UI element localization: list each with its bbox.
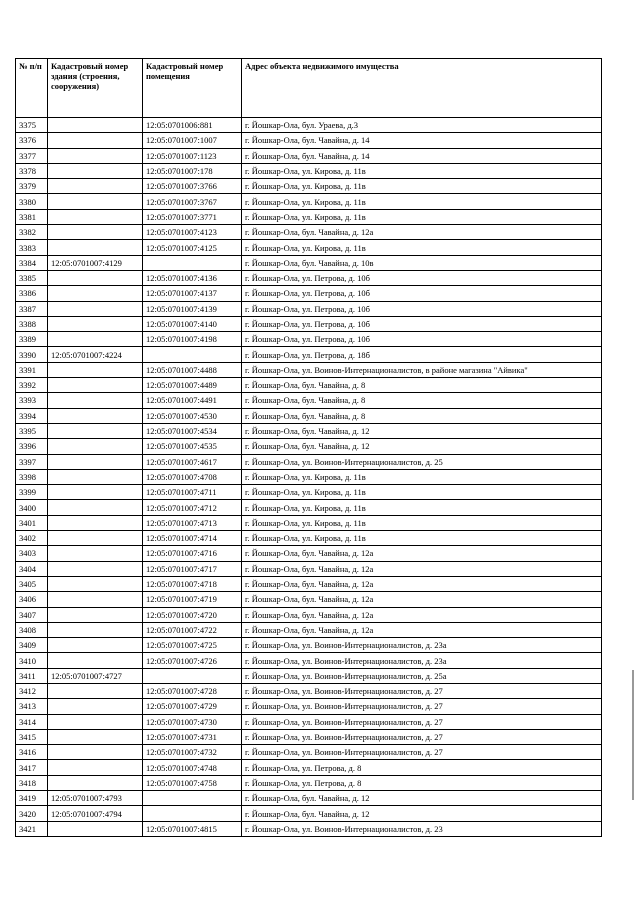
address-cell: г. Йошкар-Ола, бул. Ураева, д.3	[242, 118, 602, 133]
premises-cadastral-cell	[143, 668, 242, 683]
premises-cadastral-cell: 12:05:0701007:178	[143, 163, 242, 178]
building-cadastral-cell	[48, 316, 143, 331]
building-cadastral-cell	[48, 423, 143, 438]
address-cell: г. Йошкар-Ола, бул. Чавайна, д. 12а	[242, 225, 602, 240]
building-cadastral-cell	[48, 653, 143, 668]
building-cadastral-cell	[48, 760, 143, 775]
row-number-cell: 3418	[16, 775, 48, 790]
table-header	[16, 59, 602, 118]
premises-cadastral-cell: 12:05:0701007:4535	[143, 439, 242, 454]
address-cell: г. Йошкар-Ола, ул. Воинов-Интернационалистов, д. 25	[242, 454, 602, 469]
building-cadastral-cell	[48, 286, 143, 301]
premises-cadastral-cell: 12:05:0701007:4713	[143, 515, 242, 530]
address-cell: г. Йошкар-Ола, бул. Чавайна, д. 12	[242, 439, 602, 454]
header-address: Адрес объекта недвижимого имущества	[242, 59, 602, 118]
building-cadastral-cell	[48, 194, 143, 209]
address-cell: г. Йошкар-Ола, бул. Чавайна, д. 14	[242, 133, 602, 148]
address-cell: г. Йошкар-Ола, ул. Петрова, д. 10б	[242, 332, 602, 347]
building-cadastral-cell	[48, 332, 143, 347]
building-cadastral-cell: 12:05:0701007:4794	[48, 806, 143, 821]
table-row	[16, 745, 602, 760]
table-row	[16, 148, 602, 163]
row-number-cell: 3398	[16, 469, 48, 484]
address-cell: г. Йошкар-Ола, ул. Воинов-Интернационалистов, д. 27	[242, 714, 602, 729]
premises-cadastral-cell: 12:05:0701007:4530	[143, 408, 242, 423]
building-cadastral-cell	[48, 515, 143, 530]
building-cadastral-cell: 12:05:0701007:4129	[48, 255, 143, 270]
premises-cadastral-cell: 12:05:0701007:4714	[143, 531, 242, 546]
building-cadastral-cell: 12:05:0701007:4224	[48, 347, 143, 362]
premises-cadastral-cell: 12:05:0701007:4719	[143, 592, 242, 607]
premises-cadastral-cell: 12:05:0701007:4140	[143, 316, 242, 331]
premises-cadastral-cell: 12:05:0701007:4139	[143, 301, 242, 316]
row-number-cell: 3390	[16, 347, 48, 362]
header-row	[16, 59, 602, 118]
table-row	[16, 546, 602, 561]
premises-cadastral-cell	[143, 791, 242, 806]
building-cadastral-cell	[48, 301, 143, 316]
address-cell: г. Йошкар-Ола, ул. Кирова, д. 11в	[242, 485, 602, 500]
table-row	[16, 561, 602, 576]
building-cadastral-cell	[48, 592, 143, 607]
premises-cadastral-cell: 12:05:0701007:4726	[143, 653, 242, 668]
premises-cadastral-cell: 12:05:0701007:4198	[143, 332, 242, 347]
premises-cadastral-cell: 12:05:0701007:4716	[143, 546, 242, 561]
building-cadastral-cell	[48, 163, 143, 178]
row-number-cell: 3388	[16, 316, 48, 331]
address-cell: г. Йошкар-Ола, ул. Петрова, д. 8	[242, 775, 602, 790]
table-row	[16, 760, 602, 775]
building-cadastral-cell: 12:05:0701007:4793	[48, 791, 143, 806]
premises-cadastral-cell	[143, 347, 242, 362]
building-cadastral-cell	[48, 118, 143, 133]
table-row	[16, 393, 602, 408]
row-number-cell: 3382	[16, 225, 48, 240]
row-number-cell: 3392	[16, 378, 48, 393]
row-number-cell: 3401	[16, 515, 48, 530]
address-cell: г. Йошкар-Ола, ул. Воинов-Интернационалистов, д. 27	[242, 699, 602, 714]
building-cadastral-cell	[48, 469, 143, 484]
address-cell: г. Йошкар-Ола, бул. Чавайна, д. 12а	[242, 561, 602, 576]
building-cadastral-cell	[48, 745, 143, 760]
table-row	[16, 469, 602, 484]
building-cadastral-cell	[48, 714, 143, 729]
row-number-cell: 3383	[16, 240, 48, 255]
table-row	[16, 653, 602, 668]
building-cadastral-cell	[48, 699, 143, 714]
row-number-cell: 3379	[16, 179, 48, 194]
row-number-cell: 3407	[16, 607, 48, 622]
building-cadastral-cell: 12:05:0701007:4727	[48, 668, 143, 683]
table-row	[16, 775, 602, 790]
table-row	[16, 729, 602, 744]
premises-cadastral-cell: 12:05:0701007:4711	[143, 485, 242, 500]
row-number-cell: 3404	[16, 561, 48, 576]
premises-cadastral-cell: 12:05:0701007:4730	[143, 714, 242, 729]
premises-cadastral-cell: 12:05:0701007:4758	[143, 775, 242, 790]
building-cadastral-cell	[48, 622, 143, 637]
row-number-cell: 3416	[16, 745, 48, 760]
address-cell: г. Йошкар-Ола, бул. Чавайна, д. 8	[242, 393, 602, 408]
address-cell: г. Йошкар-Ола, ул. Петрова, д. 10б	[242, 270, 602, 285]
address-cell: г. Йошкар-Ола, ул. Воинов-Интернационалистов, д. 23а	[242, 653, 602, 668]
premises-cadastral-cell: 12:05:0701006:881	[143, 118, 242, 133]
address-cell: г. Йошкар-Ола, ул. Кирова, д. 11в	[242, 194, 602, 209]
table-row	[16, 821, 602, 836]
scan-edge-mark	[632, 670, 634, 800]
address-cell: г. Йошкар-Ола, бул. Чавайна, д. 12а	[242, 622, 602, 637]
row-number-cell: 3397	[16, 454, 48, 469]
table-row	[16, 362, 602, 377]
table-row	[16, 240, 602, 255]
row-number-cell: 3406	[16, 592, 48, 607]
row-number-cell: 3417	[16, 760, 48, 775]
header-premises-cadastral: Кадастровый номер помещения	[143, 59, 242, 118]
table-row	[16, 378, 602, 393]
premises-cadastral-cell	[143, 255, 242, 270]
row-number-cell: 3380	[16, 194, 48, 209]
row-number-cell: 3403	[16, 546, 48, 561]
premises-cadastral-cell: 12:05:0701007:4718	[143, 576, 242, 591]
row-number-cell: 3400	[16, 500, 48, 515]
address-cell: г. Йошкар-Ола, ул. Воинов-Интернационалистов, д. 27	[242, 745, 602, 760]
building-cadastral-cell	[48, 729, 143, 744]
building-cadastral-cell	[48, 209, 143, 224]
address-cell: г. Йошкар-Ола, бул. Чавайна, д. 12а	[242, 607, 602, 622]
address-cell: г. Йошкар-Ола, бул. Чавайна, д. 12	[242, 806, 602, 821]
row-number-cell: 3381	[16, 209, 48, 224]
property-register-table	[15, 58, 602, 837]
address-cell: г. Йошкар-Ола, ул. Кирова, д. 11в	[242, 531, 602, 546]
row-number-cell: 3396	[16, 439, 48, 454]
table-row	[16, 270, 602, 285]
row-number-cell: 3413	[16, 699, 48, 714]
table-row	[16, 332, 602, 347]
table-row	[16, 225, 602, 240]
building-cadastral-cell	[48, 408, 143, 423]
address-cell: г. Йошкар-Ола, ул. Воинов-Интернационалистов, д. 23а	[242, 638, 602, 653]
table-row	[16, 683, 602, 698]
premises-cadastral-cell: 12:05:0701007:4731	[143, 729, 242, 744]
address-cell: г. Йошкар-Ола, бул. Чавайна, д. 8	[242, 378, 602, 393]
row-number-cell: 3412	[16, 683, 48, 698]
address-cell: г. Йошкар-Ола, ул. Воинов-Интернационалистов, д. 27	[242, 729, 602, 744]
table-row	[16, 791, 602, 806]
row-number-cell: 3411	[16, 668, 48, 683]
premises-cadastral-cell: 12:05:0701007:4729	[143, 699, 242, 714]
address-cell: г. Йошкар-Ола, ул. Петрова, д. 10б	[242, 316, 602, 331]
address-cell: г. Йошкар-Ола, ул. Петрова, д. 10б	[242, 286, 602, 301]
row-number-cell: 3377	[16, 148, 48, 163]
address-cell: г. Йошкар-Ола, ул. Воинов-Интернационалистов, д. 25а	[242, 668, 602, 683]
building-cadastral-cell	[48, 561, 143, 576]
building-cadastral-cell	[48, 133, 143, 148]
table-row	[16, 638, 602, 653]
premises-cadastral-cell: 12:05:0701007:1007	[143, 133, 242, 148]
table-row	[16, 209, 602, 224]
table-row	[16, 118, 602, 133]
row-number-cell: 3376	[16, 133, 48, 148]
premises-cadastral-cell: 12:05:0701007:1123	[143, 148, 242, 163]
premises-cadastral-cell: 12:05:0701007:4732	[143, 745, 242, 760]
address-cell: г. Йошкар-Ола, бул. Чавайна, д. 12	[242, 423, 602, 438]
address-cell: г. Йошкар-Ола, бул. Чавайна, д. 12а	[242, 546, 602, 561]
row-number-cell: 3414	[16, 714, 48, 729]
address-cell: г. Йошкар-Ола, ул. Воинов-Интернационалистов, д. 23	[242, 821, 602, 836]
building-cadastral-cell	[48, 362, 143, 377]
table-row	[16, 500, 602, 515]
building-cadastral-cell	[48, 454, 143, 469]
address-cell: г. Йошкар-Ола, ул. Кирова, д. 11в	[242, 240, 602, 255]
table-row	[16, 179, 602, 194]
row-number-cell: 3402	[16, 531, 48, 546]
premises-cadastral-cell: 12:05:0701007:3766	[143, 179, 242, 194]
premises-cadastral-cell: 12:05:0701007:4717	[143, 561, 242, 576]
table-row	[16, 163, 602, 178]
table-row	[16, 607, 602, 622]
row-number-cell: 3415	[16, 729, 48, 744]
table-body	[16, 118, 602, 837]
table-row	[16, 439, 602, 454]
table-row	[16, 454, 602, 469]
table-row	[16, 714, 602, 729]
building-cadastral-cell	[48, 546, 143, 561]
row-number-cell: 3387	[16, 301, 48, 316]
building-cadastral-cell	[48, 485, 143, 500]
row-number-cell: 3419	[16, 791, 48, 806]
table-row	[16, 194, 602, 209]
row-number-cell: 3420	[16, 806, 48, 821]
building-cadastral-cell	[48, 378, 143, 393]
premises-cadastral-cell: 12:05:0701007:4617	[143, 454, 242, 469]
address-cell: г. Йошкар-Ола, бул. Чавайна, д. 12	[242, 791, 602, 806]
row-number-cell: 3389	[16, 332, 48, 347]
building-cadastral-cell	[48, 638, 143, 653]
premises-cadastral-cell: 12:05:0701007:3771	[143, 209, 242, 224]
table-row	[16, 423, 602, 438]
address-cell: г. Йошкар-Ола, бул. Чавайна, д. 12а	[242, 576, 602, 591]
premises-cadastral-cell: 12:05:0701007:4136	[143, 270, 242, 285]
premises-cadastral-cell: 12:05:0701007:4708	[143, 469, 242, 484]
address-cell: г. Йошкар-Ола, ул. Воинов-Интернационалистов, д. 27	[242, 683, 602, 698]
premises-cadastral-cell: 12:05:0701007:4125	[143, 240, 242, 255]
building-cadastral-cell	[48, 240, 143, 255]
row-number-cell: 3394	[16, 408, 48, 423]
building-cadastral-cell	[48, 393, 143, 408]
row-number-cell: 3386	[16, 286, 48, 301]
table-row	[16, 133, 602, 148]
premises-cadastral-cell	[143, 806, 242, 821]
building-cadastral-cell	[48, 576, 143, 591]
row-number-cell: 3393	[16, 393, 48, 408]
table-row	[16, 592, 602, 607]
row-number-cell: 3375	[16, 118, 48, 133]
table-row	[16, 531, 602, 546]
address-cell: г. Йошкар-Ола, ул. Петрова, д. 18б	[242, 347, 602, 362]
premises-cadastral-cell: 12:05:0701007:4722	[143, 622, 242, 637]
premises-cadastral-cell: 12:05:0701007:4488	[143, 362, 242, 377]
premises-cadastral-cell: 12:05:0701007:4725	[143, 638, 242, 653]
table-row	[16, 286, 602, 301]
row-number-cell: 3384	[16, 255, 48, 270]
row-number-cell: 3409	[16, 638, 48, 653]
address-cell: г. Йошкар-Ола, ул. Петрова, д. 8	[242, 760, 602, 775]
building-cadastral-cell	[48, 775, 143, 790]
premises-cadastral-cell: 12:05:0701007:4123	[143, 225, 242, 240]
building-cadastral-cell	[48, 179, 143, 194]
building-cadastral-cell	[48, 439, 143, 454]
header-building-cadastral: Кадастровый номер здания (строения, сооружения)	[48, 59, 143, 118]
address-cell: г. Йошкар-Ола, ул. Воинов-Интернационалистов, в районе магазина "Айвика"	[242, 362, 602, 377]
premises-cadastral-cell: 12:05:0701007:4534	[143, 423, 242, 438]
table-row	[16, 301, 602, 316]
table-row	[16, 347, 602, 362]
table-row	[16, 622, 602, 637]
building-cadastral-cell	[48, 821, 143, 836]
premises-cadastral-cell: 12:05:0701007:3767	[143, 194, 242, 209]
premises-cadastral-cell: 12:05:0701007:4712	[143, 500, 242, 515]
table-row	[16, 485, 602, 500]
premises-cadastral-cell: 12:05:0701007:4815	[143, 821, 242, 836]
address-cell: г. Йошкар-Ола, бул. Чавайна, д. 8	[242, 408, 602, 423]
premises-cadastral-cell: 12:05:0701007:4491	[143, 393, 242, 408]
row-number-cell: 3395	[16, 423, 48, 438]
row-number-cell: 3410	[16, 653, 48, 668]
table-row	[16, 515, 602, 530]
row-number-cell: 3405	[16, 576, 48, 591]
address-cell: г. Йошкар-Ола, ул. Кирова, д. 11в	[242, 163, 602, 178]
address-cell: г. Йошкар-Ола, ул. Петрова, д. 10б	[242, 301, 602, 316]
row-number-cell: 3378	[16, 163, 48, 178]
header-row-number: № п/п	[16, 59, 48, 118]
table-row	[16, 699, 602, 714]
address-cell: г. Йошкар-Ола, бул. Чавайна, д. 12а	[242, 592, 602, 607]
row-number-cell: 3399	[16, 485, 48, 500]
table-row	[16, 408, 602, 423]
table-row	[16, 316, 602, 331]
address-cell: г. Йошкар-Ола, бул. Чавайна, д. 14	[242, 148, 602, 163]
building-cadastral-cell	[48, 500, 143, 515]
building-cadastral-cell	[48, 148, 143, 163]
building-cadastral-cell	[48, 607, 143, 622]
table-row	[16, 255, 602, 270]
row-number-cell: 3421	[16, 821, 48, 836]
building-cadastral-cell	[48, 225, 143, 240]
premises-cadastral-cell: 12:05:0701007:4728	[143, 683, 242, 698]
address-cell: г. Йошкар-Ола, бул. Чавайна, д. 10в	[242, 255, 602, 270]
premises-cadastral-cell: 12:05:0701007:4748	[143, 760, 242, 775]
address-cell: г. Йошкар-Ола, ул. Кирова, д. 11в	[242, 179, 602, 194]
table-row	[16, 668, 602, 683]
premises-cadastral-cell: 12:05:0701007:4489	[143, 378, 242, 393]
building-cadastral-cell	[48, 683, 143, 698]
building-cadastral-cell	[48, 531, 143, 546]
building-cadastral-cell	[48, 270, 143, 285]
address-cell: г. Йошкар-Ола, ул. Кирова, д. 11в	[242, 469, 602, 484]
row-number-cell: 3385	[16, 270, 48, 285]
premises-cadastral-cell: 12:05:0701007:4720	[143, 607, 242, 622]
address-cell: г. Йошкар-Ола, ул. Кирова, д. 11в	[242, 500, 602, 515]
premises-cadastral-cell: 12:05:0701007:4137	[143, 286, 242, 301]
row-number-cell: 3391	[16, 362, 48, 377]
table-row	[16, 806, 602, 821]
address-cell: г. Йошкар-Ола, ул. Кирова, д. 11в	[242, 209, 602, 224]
row-number-cell: 3408	[16, 622, 48, 637]
table-row	[16, 576, 602, 591]
address-cell: г. Йошкар-Ола, ул. Кирова, д. 11в	[242, 515, 602, 530]
